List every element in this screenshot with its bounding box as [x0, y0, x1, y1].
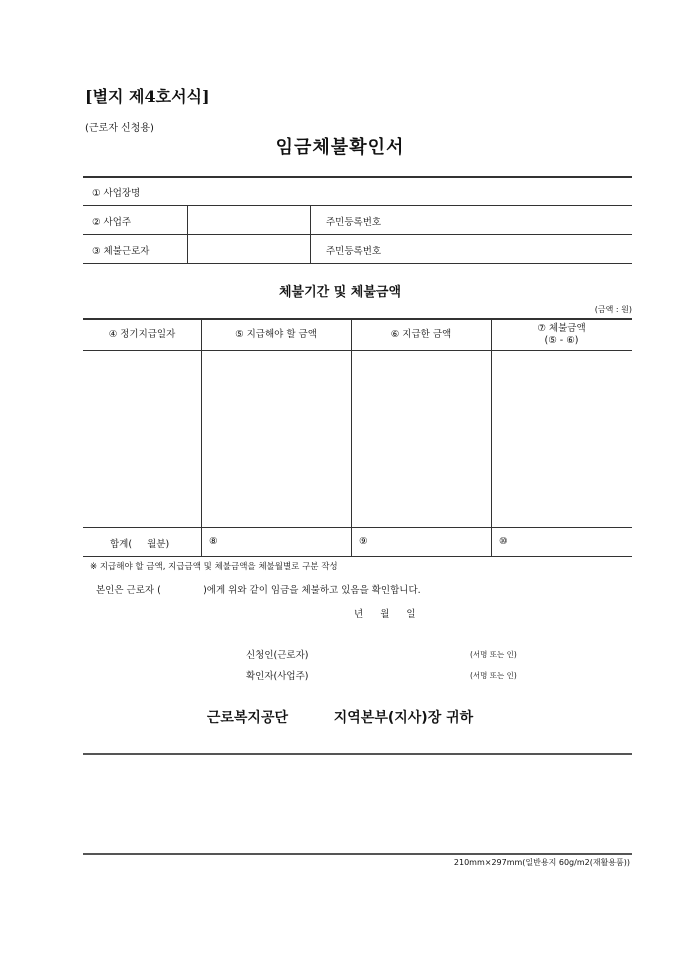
document-title: 임금체불확인서 — [275, 137, 405, 158]
bottom-rule — [83, 753, 632, 755]
addressee — [0, 707, 680, 727]
info-table-row-divider — [83, 234, 632, 235]
info-table-bottom-border — [83, 263, 632, 264]
wage-table-header-divider — [83, 350, 632, 351]
column-unpaid-amount-formula: (⑤ - ⑥) — [544, 335, 579, 346]
date-line: 년 월 일 — [354, 609, 416, 620]
form-number: [별지 제4호서식] — [85, 87, 210, 106]
confirmation-statement: 본인은 근로자 ( )에게 위와 같이 임금을 체불하고 있음을 확인합니다. — [96, 585, 421, 596]
wage-table-total-divider — [83, 527, 632, 528]
total-amount-paid-mark: ⑨ — [359, 536, 368, 547]
info-table-column-divider — [187, 205, 188, 263]
total-amount-due-mark: ⑧ — [209, 536, 218, 547]
section-title: 체불기간 및 체불금액 — [278, 285, 402, 300]
column-unpaid-amount — [491, 320, 632, 350]
verifier-seal-text: (서명 또는 인) — [470, 671, 517, 680]
wage-table-column-divider — [351, 318, 352, 556]
employer-label: ② 사업주 — [92, 217, 132, 228]
total-label: 합계( 월분) — [110, 539, 170, 550]
total-unpaid-mark: ⑩ — [499, 536, 508, 547]
form-subtitle: (근로자 신청용) — [85, 123, 154, 134]
column-amount-paid: ⑥ 지급한 금액 — [390, 329, 452, 340]
paper-spec: 210mm×297mm(일반용지 60g/m2(재활용품)) — [453, 858, 630, 867]
business-name-label: ① 사업장명 — [92, 188, 141, 199]
addressee-branch: 지역본부(지사)장 귀하 — [333, 710, 474, 726]
verifier-label: 확인자(사업주) — [246, 671, 309, 682]
unpaid-worker-label: ③ 체불근로자 — [92, 246, 150, 257]
column-unpaid-amount-label: ⑦ 체불금액 — [537, 323, 586, 334]
amount-unit: (금액 : 원) — [594, 305, 632, 314]
applicant-seal-text: (서명 또는 인) — [470, 650, 517, 659]
info-table-top-border — [83, 176, 632, 178]
applicant-label: 신청인(근로자) — [246, 650, 309, 661]
wage-table-column-divider — [491, 318, 492, 556]
wage-table-bottom-border — [83, 556, 632, 557]
info-table-row-divider — [83, 205, 632, 206]
footer-rule — [83, 853, 632, 855]
column-amount-due: ⑤ 지급해야 할 금액 — [235, 329, 317, 340]
wage-table-column-divider — [201, 318, 202, 556]
worker-resident-number-label: 주민등록번호 — [326, 246, 382, 257]
employer-resident-number-label: 주민등록번호 — [326, 217, 382, 228]
addressee-org: 근로복지공단 — [206, 710, 288, 726]
instruction-note: ※ 지급해야 할 금액, 지급금액 및 체불금액을 체불월별로 구분 작성 — [90, 562, 338, 572]
info-table-column-divider — [310, 205, 311, 263]
column-regular-payday: ④ 정기지급일자 — [108, 329, 176, 340]
